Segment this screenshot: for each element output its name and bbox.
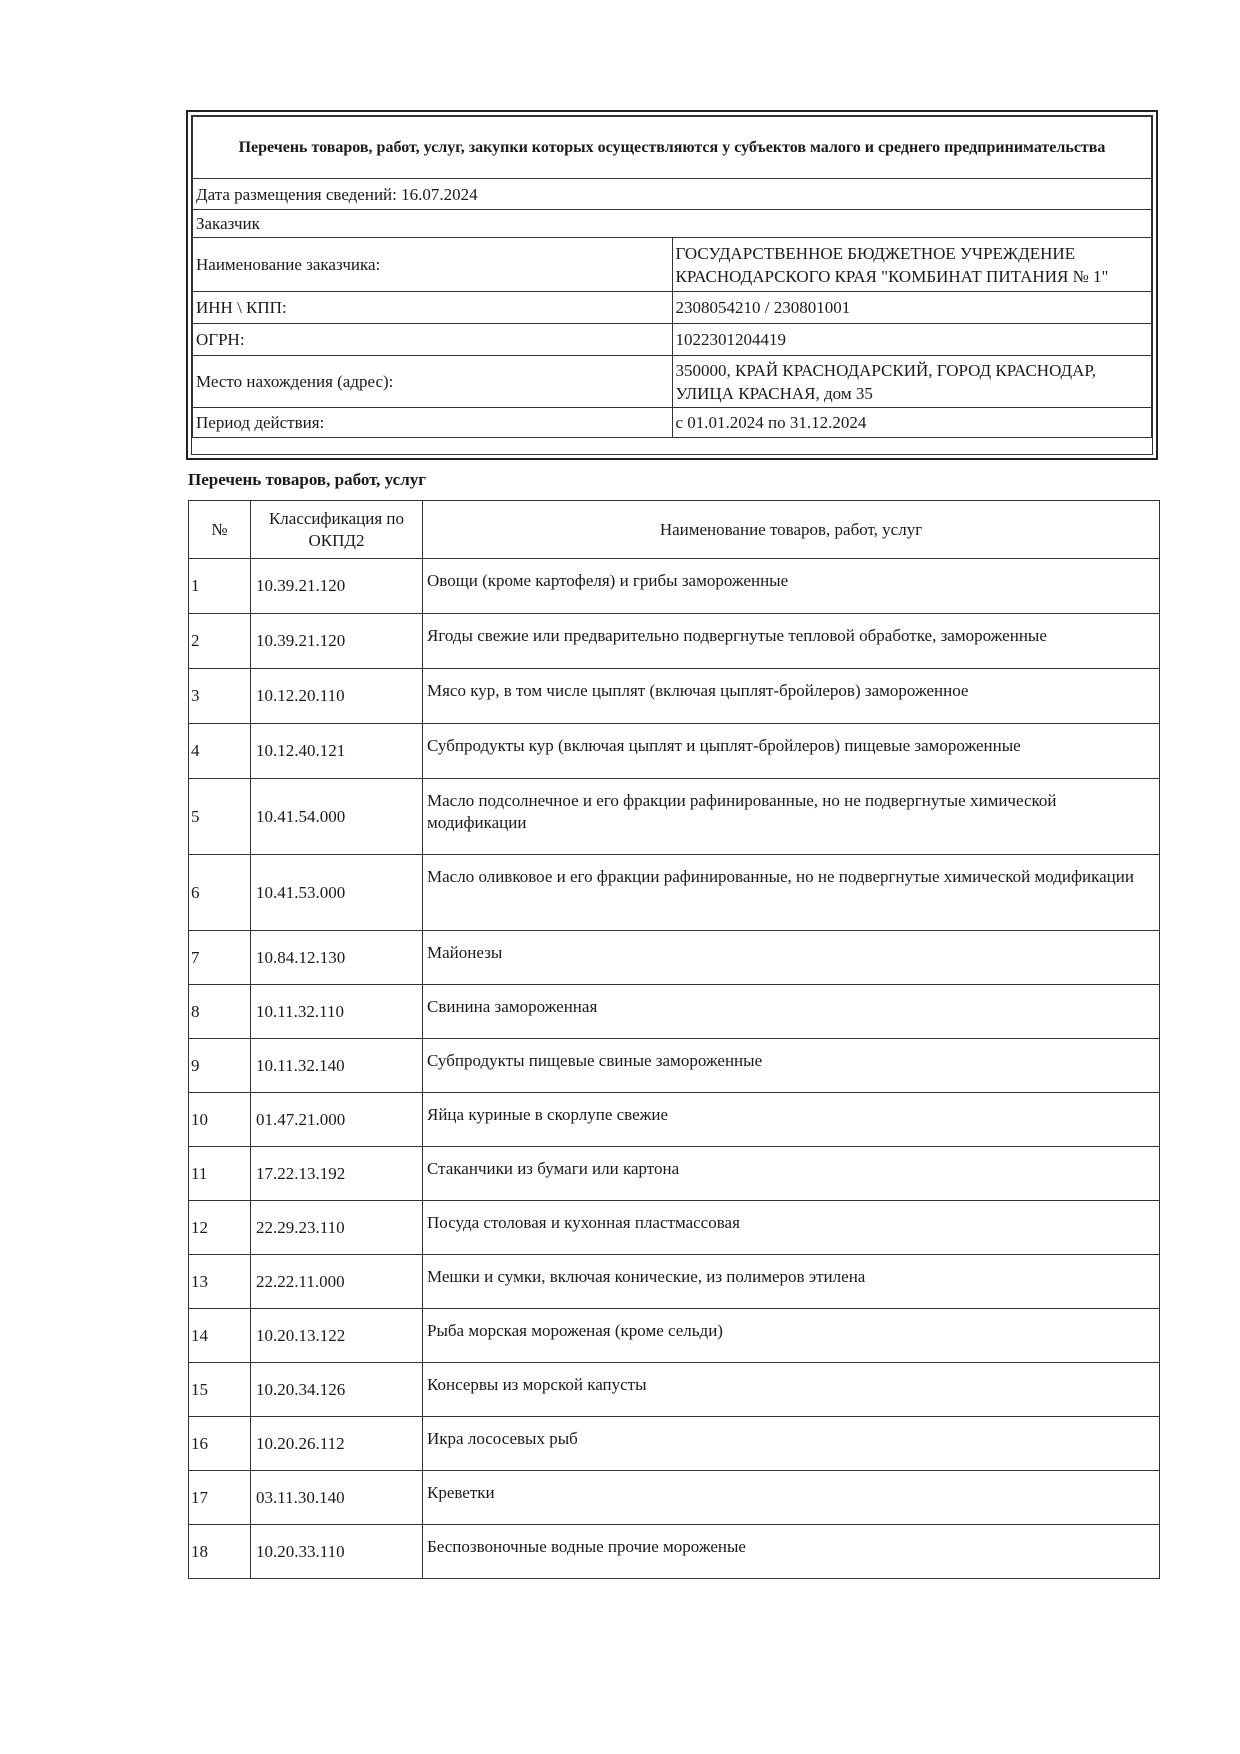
header-number: № xyxy=(189,501,251,559)
row-okpd2-code: 10.20.33.110 xyxy=(251,1525,423,1579)
row-goods-name: Субпродукты пищевые свиные замороженные xyxy=(423,1039,1160,1093)
row-okpd2-code: 17.22.13.192 xyxy=(251,1147,423,1201)
row-goods-name: Креветки xyxy=(423,1471,1160,1525)
row-goods-name: Масло оливковое и его фракции рафинированные, но не подвергнутые химической модификации xyxy=(423,855,1160,931)
row-number: 10 xyxy=(189,1093,251,1147)
row-number: 6 xyxy=(189,855,251,931)
table-row xyxy=(189,1471,1160,1525)
row-goods-name: Свинина замороженная xyxy=(423,985,1160,1039)
table-row xyxy=(189,669,1160,724)
row-number: 9 xyxy=(189,1039,251,1093)
table-header-row xyxy=(189,501,1160,559)
row-okpd2-code: 10.11.32.110 xyxy=(251,985,423,1039)
row-okpd2-code: 10.39.21.120 xyxy=(251,614,423,669)
row-okpd2-code: 10.41.54.000 xyxy=(251,779,423,855)
row-okpd2-code: 10.12.40.121 xyxy=(251,724,423,779)
row-number: 8 xyxy=(189,985,251,1039)
table-row xyxy=(189,779,1160,855)
customer-info-block xyxy=(186,110,1158,460)
goods-list-title: Перечень товаров, работ, услуг xyxy=(188,470,426,489)
ogrn-value: 1022301204419 xyxy=(672,324,1152,356)
row-number: 17 xyxy=(189,1471,251,1525)
table-row xyxy=(189,1363,1160,1417)
row-number: 15 xyxy=(189,1363,251,1417)
row-goods-name: Субпродукты кур (включая цыплят и цыплят-бройлеров) пищевые замороженные xyxy=(423,724,1160,779)
period-value: с 01.01.2024 по 31.12.2024 xyxy=(672,408,1152,438)
row-goods-name: Ягоды свежие или предварительно подвергнутые тепловой обработке, замороженные xyxy=(423,614,1160,669)
row-goods-name: Овощи (кроме картофеля) и грибы замороженные xyxy=(423,559,1160,614)
row-okpd2-code: 10.20.13.122 xyxy=(251,1309,423,1363)
table-row xyxy=(189,1525,1160,1579)
row-okpd2-code: 01.47.21.000 xyxy=(251,1093,423,1147)
row-number: 5 xyxy=(189,779,251,855)
row-goods-name: Масло подсолнечное и его фракции рафинированные, но не подвергнутые химической модификации xyxy=(423,779,1160,855)
address-value: 350000, КРАЙ КРАСНОДАРСКИЙ, ГОРОД КРАСНОДАР, УЛИЦА КРАСНАЯ, дом 35 xyxy=(672,356,1152,408)
row-okpd2-code: 03.11.30.140 xyxy=(251,1471,423,1525)
row-number: 14 xyxy=(189,1309,251,1363)
table-row xyxy=(189,559,1160,614)
row-number: 3 xyxy=(189,669,251,724)
row-okpd2-code: 10.20.26.112 xyxy=(251,1417,423,1471)
row-goods-name: Консервы из морской капусты xyxy=(423,1363,1160,1417)
inn-kpp-value: 2308054210 / 230801001 xyxy=(672,292,1152,324)
row-okpd2-code: 10.84.12.130 xyxy=(251,931,423,985)
row-okpd2-code: 10.39.21.120 xyxy=(251,559,423,614)
row-okpd2-code: 10.11.32.140 xyxy=(251,1039,423,1093)
row-goods-name: Майонезы xyxy=(423,931,1160,985)
row-goods-name: Яйца куриные в скорлупе свежие xyxy=(423,1093,1160,1147)
row-number: 4 xyxy=(189,724,251,779)
table-row xyxy=(189,1039,1160,1093)
row-number: 13 xyxy=(189,1255,251,1309)
header-okpd2: Классификация по ОКПД2 xyxy=(251,501,423,559)
customer-info-table xyxy=(192,116,1152,438)
goods-table xyxy=(188,500,1160,1579)
table-row xyxy=(189,614,1160,669)
table-row xyxy=(189,985,1160,1039)
table-row xyxy=(189,1417,1160,1471)
table-row xyxy=(189,1309,1160,1363)
row-okpd2-code: 22.29.23.110 xyxy=(251,1201,423,1255)
row-number: 11 xyxy=(189,1147,251,1201)
row-number: 12 xyxy=(189,1201,251,1255)
table-row xyxy=(189,855,1160,931)
row-goods-name: Мясо кур, в том числе цыплят (включая цыплят-бройлеров) замороженное xyxy=(423,669,1160,724)
table-row xyxy=(189,931,1160,985)
ogrn-label: ОГРН: xyxy=(193,324,673,356)
table-row xyxy=(189,1255,1160,1309)
row-goods-name: Стаканчики из бумаги или картона xyxy=(423,1147,1160,1201)
row-goods-name: Беспозвоночные водные прочие мороженые xyxy=(423,1525,1160,1579)
header-goods-name: Наименование товаров, работ, услуг xyxy=(423,501,1160,559)
row-number: 18 xyxy=(189,1525,251,1579)
row-goods-name: Икра лососевых рыб xyxy=(423,1417,1160,1471)
row-number: 7 xyxy=(189,931,251,985)
row-number: 1 xyxy=(189,559,251,614)
row-goods-name: Посуда столовая и кухонная пластмассовая xyxy=(423,1201,1160,1255)
table-row xyxy=(189,1147,1160,1201)
row-goods-name: Мешки и сумки, включая конические, из полимеров этилена xyxy=(423,1255,1160,1309)
document-title: Перечень товаров, работ, услуг, закупки которых осуществляются у субъектов малого и среднего предпринимательства xyxy=(193,117,1152,179)
address-label: Место нахождения (адрес): xyxy=(193,356,673,408)
row-okpd2-code: 10.20.34.126 xyxy=(251,1363,423,1417)
row-number: 2 xyxy=(189,614,251,669)
customer-name-value: ГОСУДАРСТВЕННОЕ БЮДЖЕТНОЕ УЧРЕЖДЕНИЕ КРАСНОДАРСКОГО КРАЯ "КОМБИНАТ ПИТАНИЯ № 1" xyxy=(672,238,1152,292)
table-row xyxy=(189,1201,1160,1255)
row-okpd2-code: 10.12.20.110 xyxy=(251,669,423,724)
row-okpd2-code: 10.41.53.000 xyxy=(251,855,423,931)
customer-name-label: Наименование заказчика: xyxy=(193,238,673,292)
row-okpd2-code: 22.22.11.000 xyxy=(251,1255,423,1309)
table-row xyxy=(189,1093,1160,1147)
table-row xyxy=(189,724,1160,779)
customer-section-label: Заказчик xyxy=(193,210,1152,238)
period-label: Период действия: xyxy=(193,408,673,438)
publication-date: Дата размещения сведений: 16.07.2024 xyxy=(193,179,1152,210)
row-goods-name: Рыба морская мороженая (кроме сельди) xyxy=(423,1309,1160,1363)
row-number: 16 xyxy=(189,1417,251,1471)
inn-kpp-label: ИНН \ КПП: xyxy=(193,292,673,324)
